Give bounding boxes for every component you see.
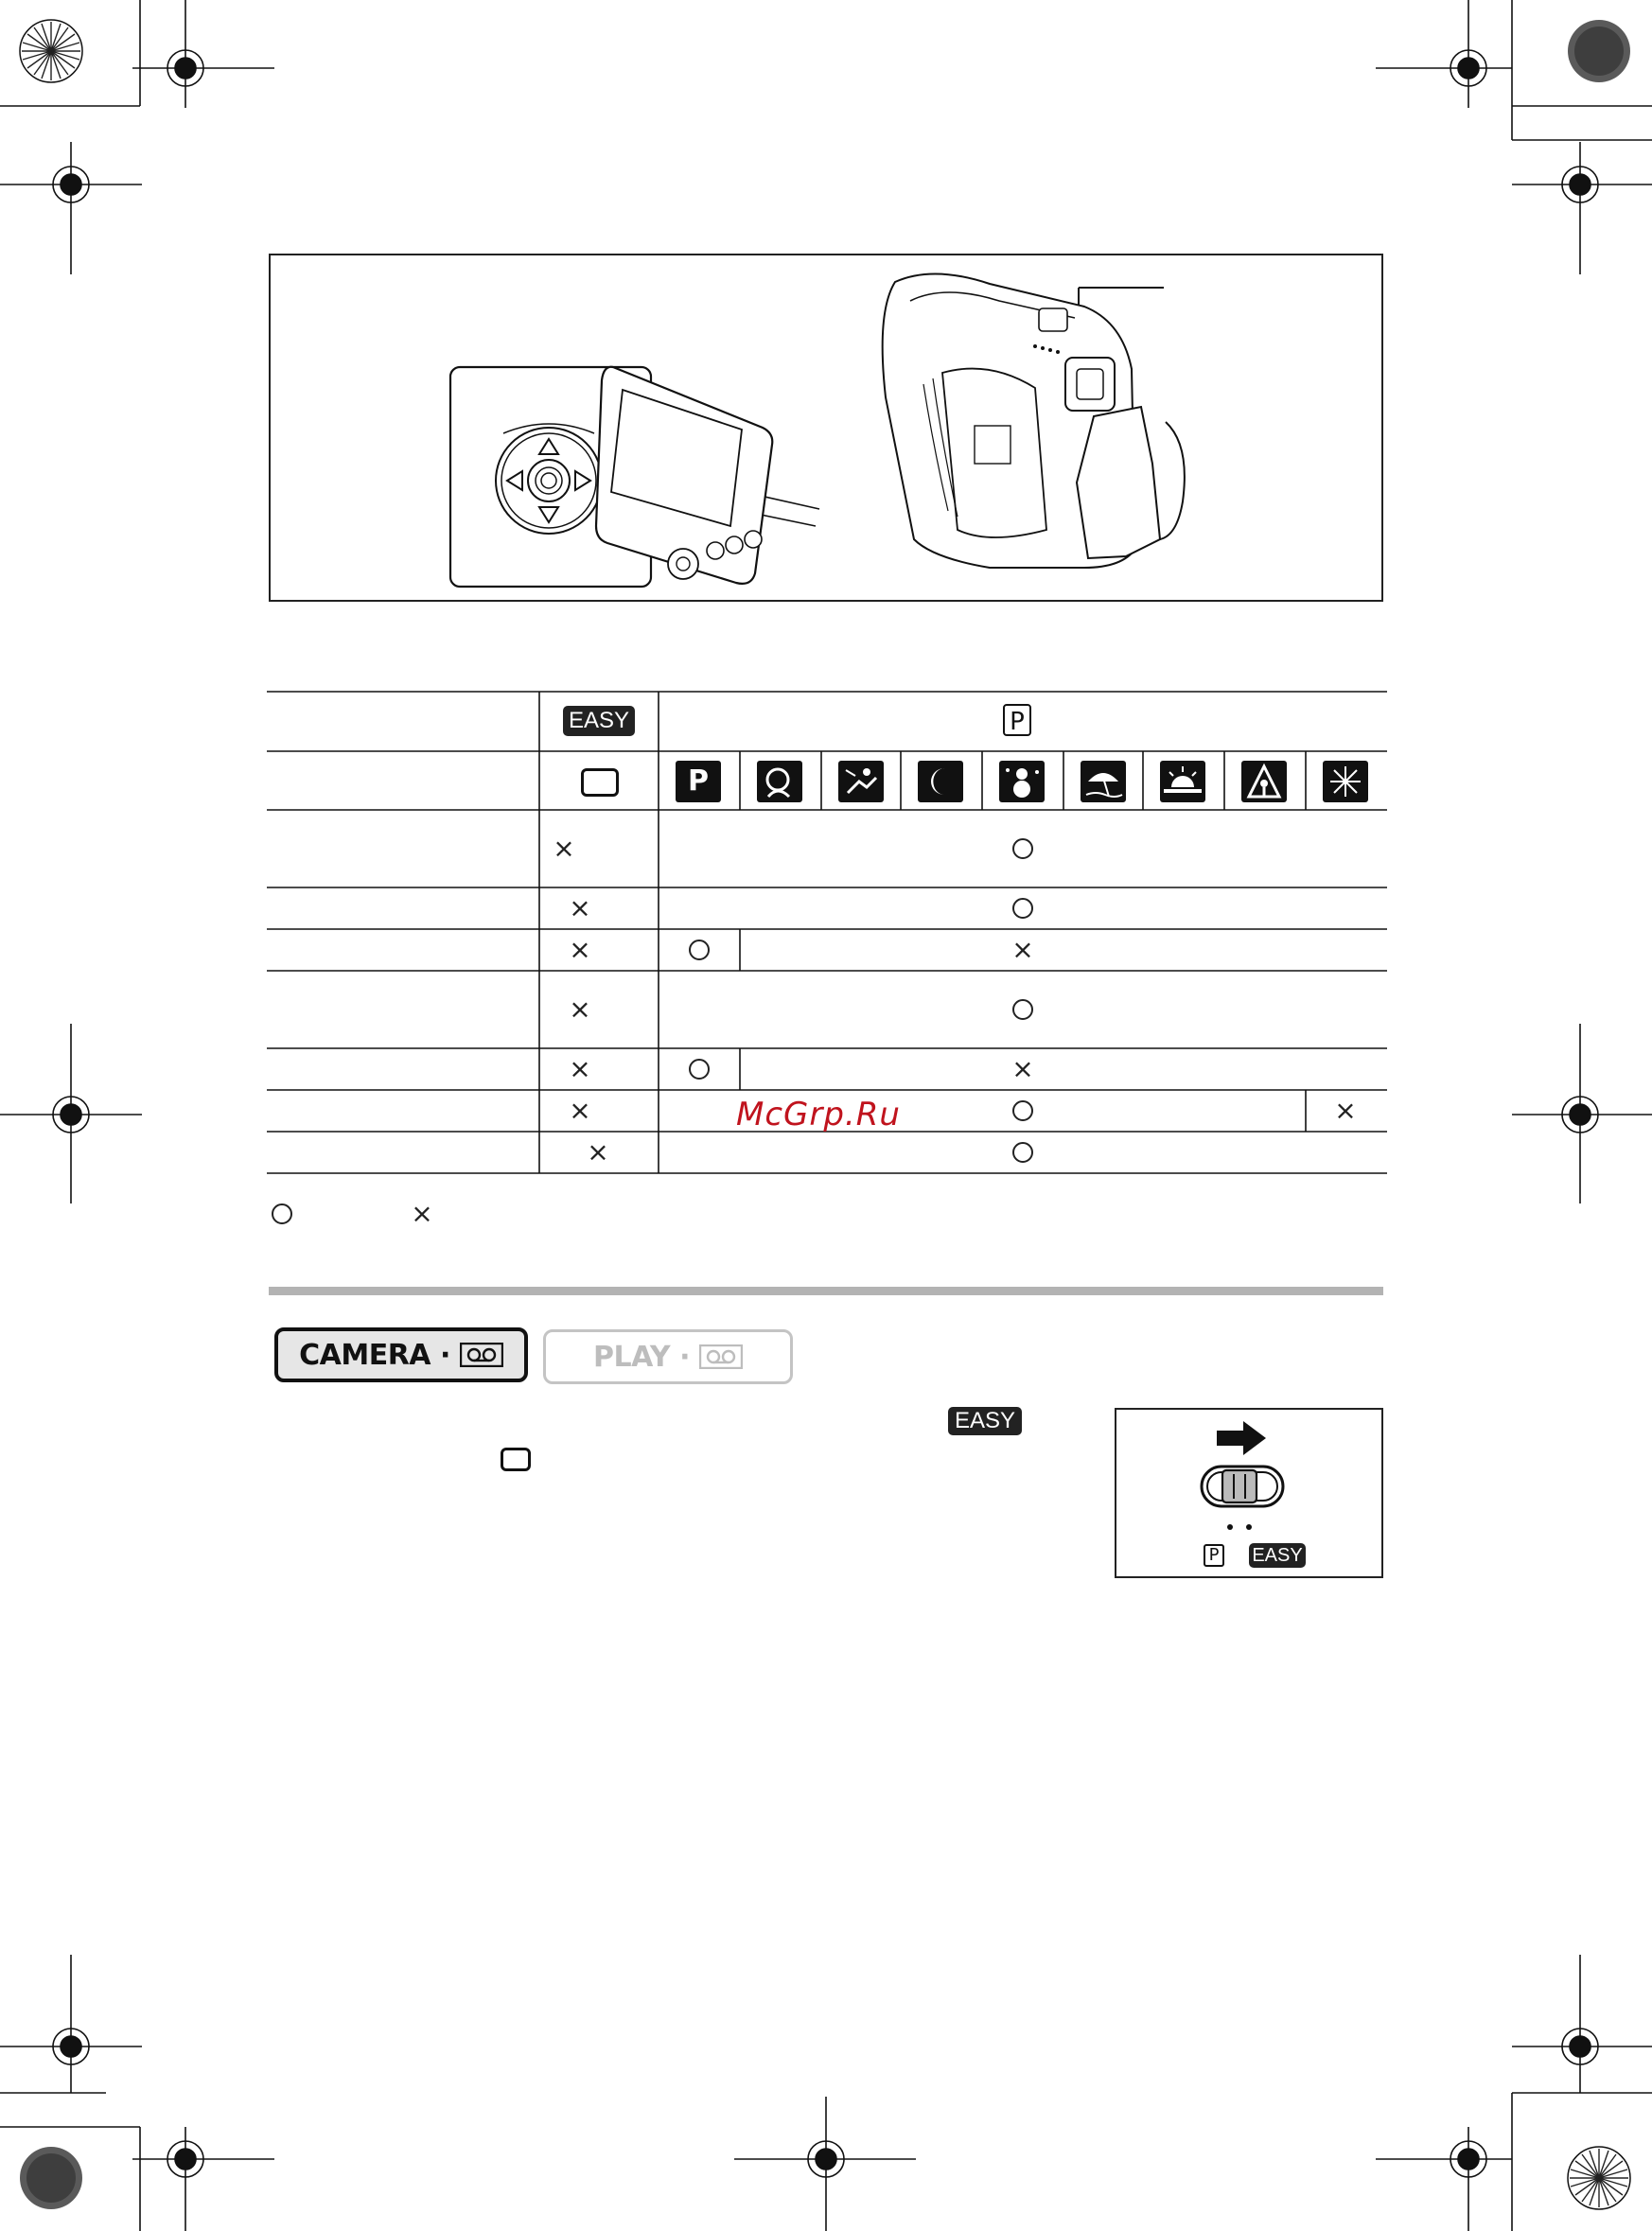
legend-available-mark xyxy=(272,1203,292,1224)
cassette-icon xyxy=(460,1343,503,1367)
sports-icon xyxy=(838,761,884,802)
row3-program-ae-mark xyxy=(689,940,710,960)
legend-unavailable-mark: × xyxy=(411,1198,433,1229)
snow-icon xyxy=(999,761,1045,802)
row2-program-mark xyxy=(1012,898,1033,919)
section-divider xyxy=(269,1287,1383,1295)
easy-mode-badge: EASY xyxy=(563,706,635,736)
row4-easy-mark: × xyxy=(569,993,591,1025)
row7-program-mark xyxy=(1012,1142,1033,1163)
inline-auto-mode-icon xyxy=(501,1448,531,1471)
row5-scene-mark: × xyxy=(1011,1053,1034,1084)
camera-mode-label: CAMERA · xyxy=(299,1338,450,1372)
row1-easy-mark: × xyxy=(553,833,575,864)
switch-p-label: P xyxy=(1204,1544,1224,1567)
program-mode-badge: P xyxy=(1003,704,1031,736)
row1-program-mark xyxy=(1012,838,1033,859)
row3-easy-mark: × xyxy=(569,934,591,965)
beach-icon xyxy=(1081,761,1126,802)
switch-easy-label: EASY xyxy=(1249,1543,1306,1568)
row5-program-ae-mark xyxy=(689,1059,710,1080)
portrait-icon xyxy=(757,761,802,802)
spotlight-icon xyxy=(1241,761,1287,802)
row3-scene-mark: × xyxy=(1011,934,1034,965)
watermark: McGrp.Ru xyxy=(736,1096,901,1133)
auto-mode-icon xyxy=(581,768,619,797)
row7-easy-mark: × xyxy=(587,1136,609,1168)
row6-easy-mark: × xyxy=(569,1095,591,1126)
camera-tape-mode-button[interactable] xyxy=(274,1327,528,1382)
cassette-icon xyxy=(699,1344,743,1369)
row6-fireworks-mark: × xyxy=(1334,1095,1357,1126)
fireworks-icon xyxy=(1323,761,1368,802)
row2-easy-mark: × xyxy=(569,892,591,923)
night-icon xyxy=(918,761,963,802)
row4-program-mark xyxy=(1012,999,1033,1020)
sunset-icon xyxy=(1160,761,1205,802)
row6-program-mark xyxy=(1012,1100,1033,1121)
program-ae-icon: P xyxy=(676,761,721,802)
row5-easy-mark: × xyxy=(569,1053,591,1084)
play-mode-label: PLAY · xyxy=(592,1340,690,1374)
mode-switch-diagram xyxy=(1115,1408,1383,1578)
inline-easy-badge: EASY xyxy=(948,1407,1022,1435)
camcorder-illustration xyxy=(271,255,1381,600)
play-tape-mode-button[interactable] xyxy=(543,1329,793,1384)
camera-illustration-box xyxy=(269,254,1383,602)
